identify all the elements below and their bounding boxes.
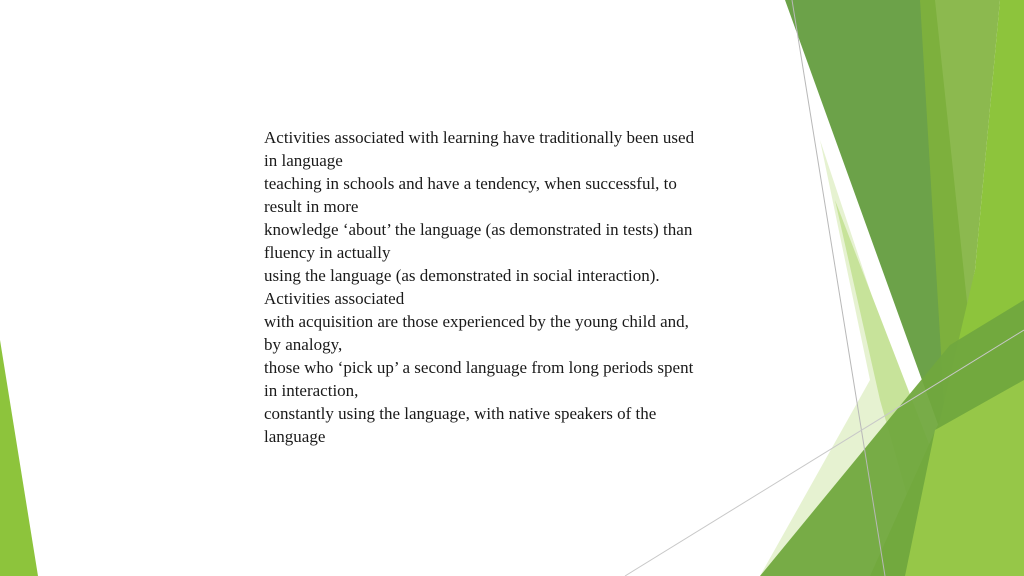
text-line: result in more [264,197,359,216]
text-line: fluency in actually [264,243,391,262]
text-line: teaching in schools and have a tendency, when successful, to [264,174,677,193]
text-line: those who ‘pick up’ a second language from long periods spent [264,358,694,377]
text-line: using the language (as demonstrated in social interaction). [264,266,660,285]
left-green-accent [0,340,38,576]
text-line: in language [264,151,343,170]
body-text [264,126,764,448]
text-line: with acquisition are those experienced by the young child and, [264,312,689,331]
text-line: by analogy, [264,335,343,354]
text-line: Activities associated [264,289,405,308]
text-line: Activities associated with learning have traditionally been used [264,128,695,147]
text-line: language [264,427,326,446]
text-line: in interaction, [264,381,359,400]
text-line: knowledge ‘about’ the language (as demonstrated in tests) than [264,220,693,239]
text-line: constantly using the language, with native speakers of the [264,404,657,423]
